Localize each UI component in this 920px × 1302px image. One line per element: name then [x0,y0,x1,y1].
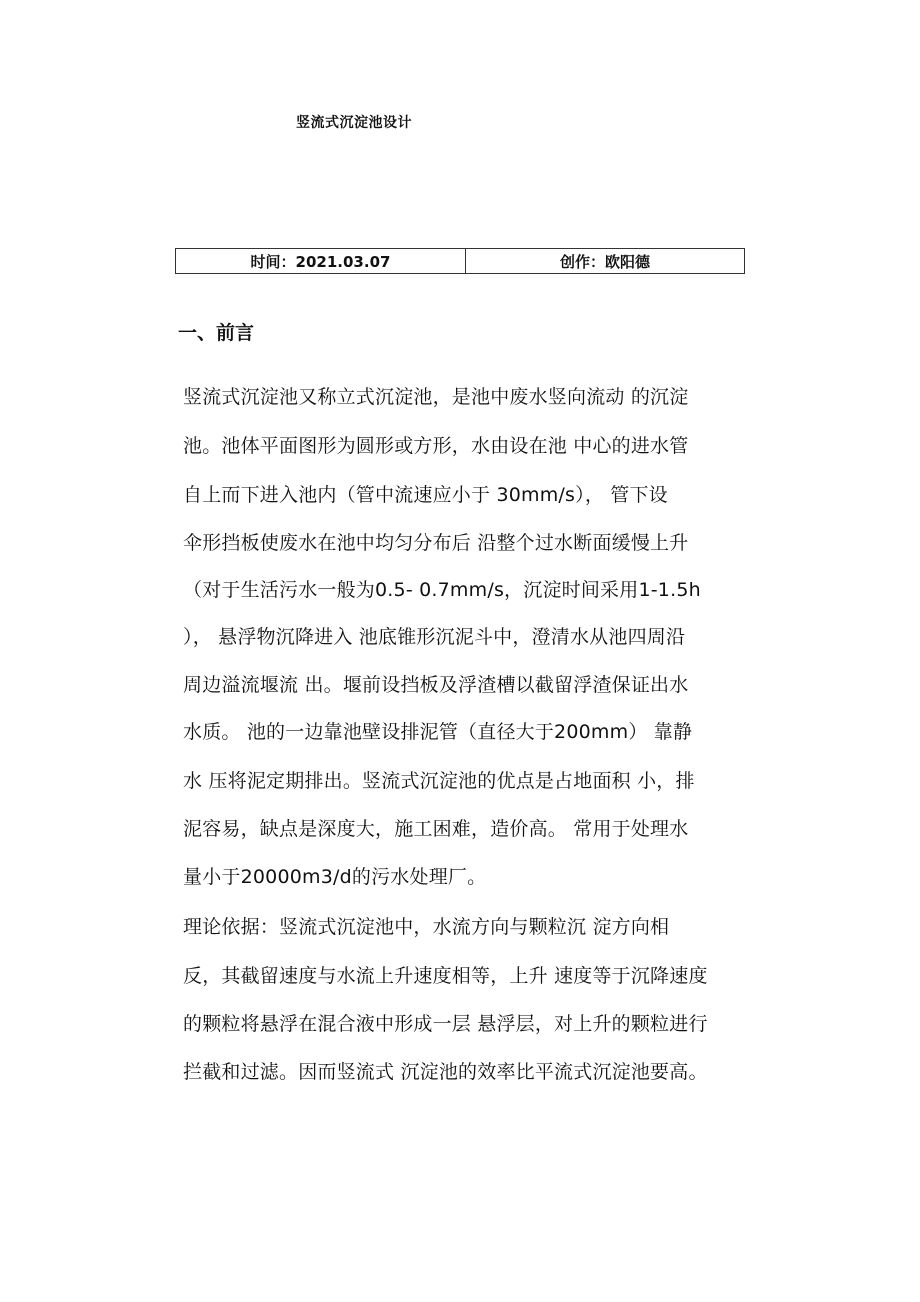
meta-table [175,248,745,274]
time-cell: 时间：2021.03.07 [176,249,466,273]
paragraph-line: 量小于20000m3/d的污水处理厂。 [183,866,487,888]
paragraph-line: 池。池体平面图形为圆形或方形，水由设在池 中心的进水管 [183,435,689,457]
document-title: 竖流式沉淀池设计 [296,115,412,131]
paragraph-line: 拦截和过滤。因而竖流式 沉淀池的效率比平流式沉淀池要高。 [183,1061,708,1083]
paragraph-line: 水 压将泥定期排出。竖流式沉淀池的优点是占地面积 小，排 [183,770,695,792]
paragraph-line: 的颗粒将悬浮在混合液中形成一层 悬浮层，对上升的颗粒进行 [183,1013,708,1035]
paragraph-line: 竖流式沉淀池又称立式沉淀池，是池中废水竖向流动 的沉淀 [183,386,689,408]
paragraph-line: 理论依据：竖流式沉淀池中，水流方向与颗粒沉 淀方向相 [183,916,670,938]
paragraph-line: 泥容易，缺点是深度大，施工困难，造价高。 常用于处理水 [183,818,689,840]
author-cell: 创作：欧阳德 [559,252,650,271]
paragraph-line: 反，其截留速度与水流上升速度相等，上升 速度等于沉降速度 [183,965,708,987]
section-heading: 一、前言 [178,322,255,344]
paragraph-line: ）， 悬浮物沉降进入 池底锥形沉泥斗中，澄清水从池四周沿 [183,626,686,648]
paragraph-line: 周边溢流堰流 出。堰前设挡板及浮渣槽以截留浮渣保证出水 [183,674,689,696]
paragraph-line: 自上而下进入池内（管中流速应小于 30mm/s）， 管下设 [183,484,668,506]
paragraph-line: 水质。 池的一边靠池壁设排泥管（直径大于200mm） 靠静 [183,721,693,743]
paragraph-line: （对于生活污水一般为0.5- 0.7mm/s，沉淀时间采用1-1.5h [183,579,701,601]
paragraph-line: 伞形挡板使废水在池中均匀分布后 沿整个过水断面缓慢上升 [183,532,689,554]
